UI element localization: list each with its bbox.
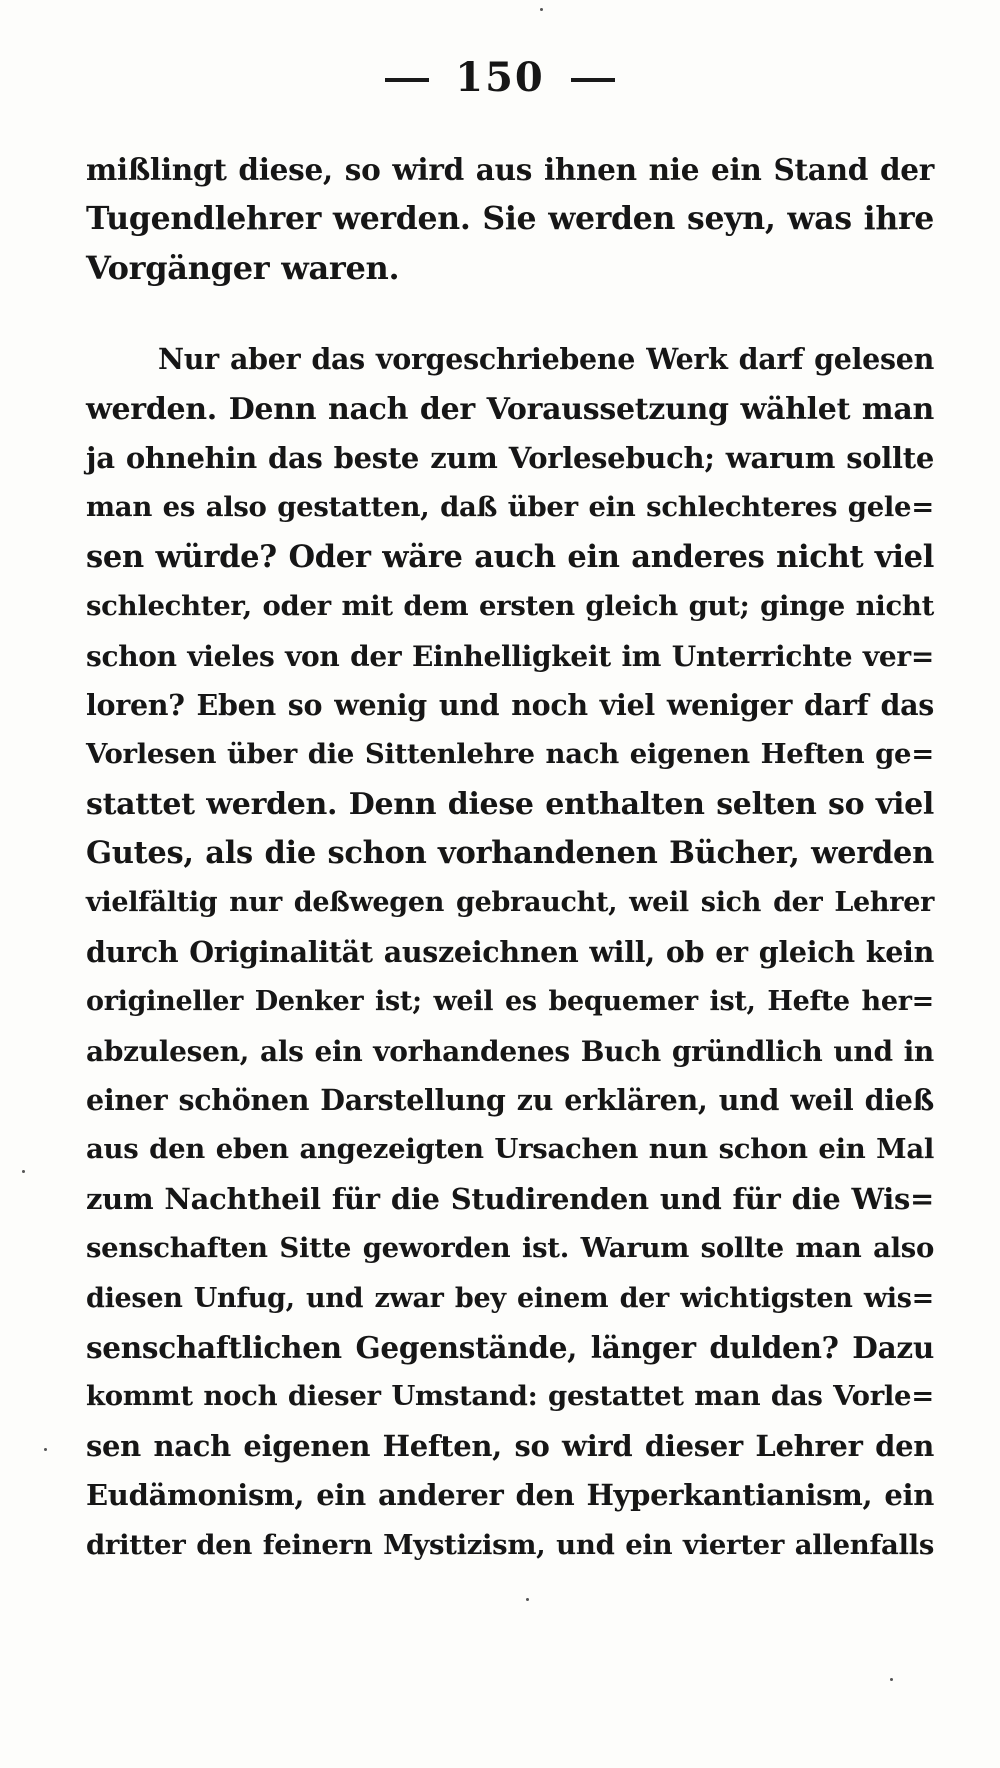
text-line: schlechter, oder mit dem ersten gleich gut; ginge nicht xyxy=(86,590,934,623)
text-line: zum Nachtheil für die Studirenden und für die Wis= xyxy=(86,1181,934,1216)
text-line: dritter den feinern Mystizism, und ein vierter allenfalls xyxy=(86,1528,934,1561)
text-line: mißlingt diese, so wird aus ihnen nie ein Stand der xyxy=(86,152,934,187)
text-line: origineller Denker ist; weil es bequemer ist, Hefte her= xyxy=(86,986,934,1018)
text-line: ja ohnehin das beste zum Vorlesebuch; warum sollte xyxy=(86,440,934,475)
paragraph-1 xyxy=(86,145,934,293)
text-line: stattet werden. Denn diese enthalten selten so viel xyxy=(86,786,934,822)
body-text xyxy=(86,145,934,1570)
text-line: Nur aber das vorgeschriebene Werk darf gelesen xyxy=(158,342,934,377)
page-number: 150 xyxy=(455,53,545,101)
text-line: einer schönen Darstellung zu erklären, und weil dieß xyxy=(86,1083,934,1118)
header-dash-right xyxy=(571,78,615,82)
text-line: sen nach eigenen Heften, so wird dieser Lehrer den xyxy=(86,1428,934,1463)
scan-speck xyxy=(890,1678,893,1681)
text-line: aus den eben angezeigten Ursachen nun schon ein Mal xyxy=(86,1133,934,1166)
text-line: werden. Denn nach der Voraussetzung wählet man xyxy=(86,391,934,427)
text-line: Gutes, als die schon vorhandenen Bücher, werden xyxy=(86,835,934,872)
text-line: man es also gestatten, daß über ein schlechteres gele= xyxy=(86,491,934,524)
text-line: Tugendlehrer werden. Sie werden seyn, was ihre xyxy=(86,200,934,238)
scan-speck xyxy=(44,1448,47,1451)
text-line: Vorlesen über die Sittenlehre nach eigenen Heften ge= xyxy=(86,738,934,771)
text-line: loren? Eben so wenig und noch viel weniger darf das xyxy=(86,687,934,722)
text-line: kommt noch dieser Umstand: gestattet man das Vorle= xyxy=(86,1380,934,1413)
scan-speck xyxy=(22,1170,25,1173)
text-line: schon vieles von der Einhelligkeit im Unterrichte ver= xyxy=(86,639,934,673)
text-line: diesen Unfug, und zwar bey einem der wichtigsten wis= xyxy=(86,1282,934,1314)
text-line: vielfältig nur deßwegen gebraucht, weil sich der Lehrer xyxy=(86,887,934,919)
text-line: sen würde? Oder wäre auch ein anderes nicht viel xyxy=(86,538,934,575)
page-header xyxy=(0,52,1000,102)
text-line: durch Originalität auszeichnen will, ob er gleich kein xyxy=(86,934,934,969)
scan-speck xyxy=(526,1598,529,1601)
header-dash-left xyxy=(385,78,429,82)
text-line: abzulesen, als ein vorhandenes Buch gründlich und in xyxy=(86,1034,934,1068)
text-line: Vorgänger waren. xyxy=(86,248,400,287)
paragraph-gap xyxy=(86,293,934,335)
scan-speck xyxy=(540,8,543,11)
paragraph-2 xyxy=(86,335,934,1570)
text-line: senschaften Sitte geworden ist. Warum sollte man also xyxy=(86,1232,934,1265)
text-line: Eudämonism, ein anderer den Hyperkantianism, ein xyxy=(86,1478,934,1513)
text-line: senschaftlichen Gegenstände, länger dulden? Dazu xyxy=(86,1329,934,1365)
